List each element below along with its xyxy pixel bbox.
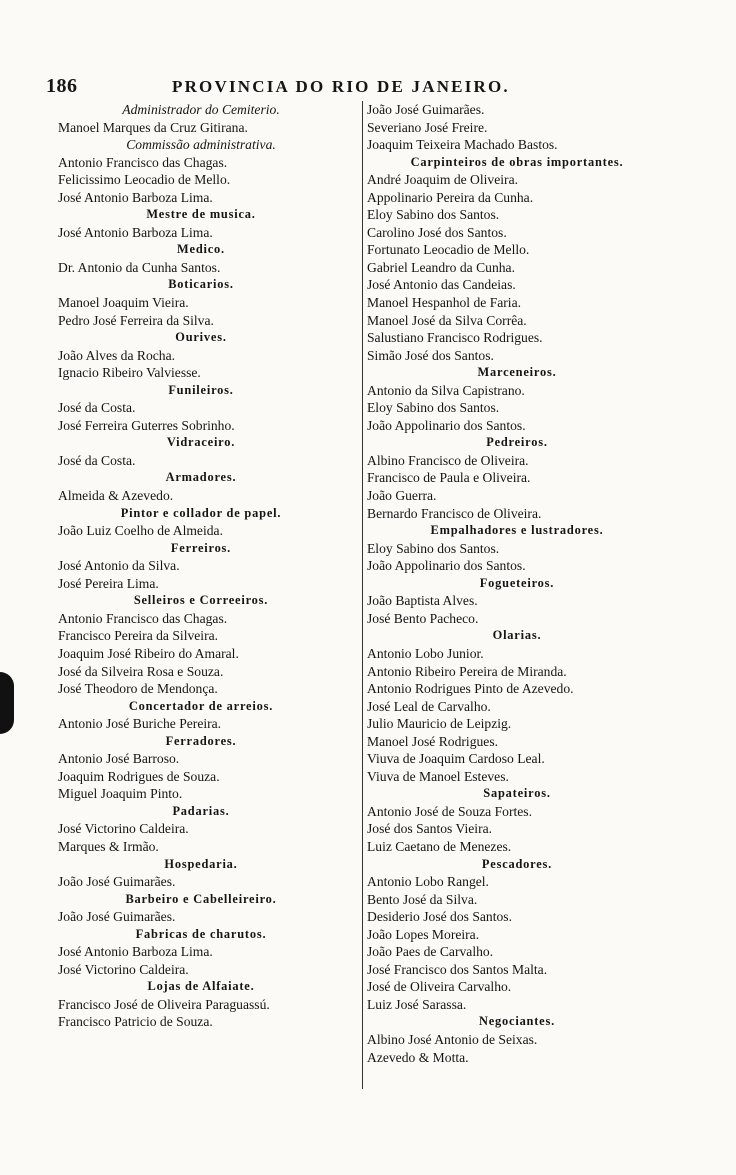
directory-entry: Antonio Francisco das Chagas. xyxy=(58,154,228,170)
section-heading: Carpinteiros de obras importantes. xyxy=(410,154,624,169)
directory-entry: Antonio Lobo Junior. xyxy=(367,645,484,661)
directory-entry: José Theodoro de Mendonça. xyxy=(58,681,218,697)
directory-entry: Antonio Ribeiro Pereira de Miranda. xyxy=(367,663,567,679)
directory-entry: Manoel Marques da Cruz Gitirana. xyxy=(58,119,248,135)
section-heading: Pintor e collador de papel. xyxy=(120,505,282,520)
directory-entry: José Pereira Lima. xyxy=(58,575,159,591)
section-heading: Vidraceiro. xyxy=(166,435,236,450)
directory-entry: Miguel Joaquim Pinto. xyxy=(58,786,183,802)
section-heading: Sapateiros. xyxy=(483,786,551,801)
directory-entry: José Francisco dos Santos Malta. xyxy=(367,961,548,977)
section-heading: Mestre de musica. xyxy=(146,207,256,222)
directory-entry: José da Costa. xyxy=(58,452,136,468)
directory-entry: Bernardo Francisco de Oliveira. xyxy=(367,505,542,521)
directory-entry: Marques & Irmão. xyxy=(58,838,159,854)
directory-entry: Felicissimo Leocadio de Mello. xyxy=(58,172,231,188)
running-title: PROVINCIA DO RIO DE JANEIRO. xyxy=(172,77,510,96)
directory-entry: João Luiz Coelho de Almeida. xyxy=(58,523,223,539)
directory-entry: Severiano José Freire. xyxy=(367,119,488,135)
directory-entry: Joaquim Teixeira Machado Bastos. xyxy=(367,137,558,153)
directory-entry: Bento José da Silva. xyxy=(367,891,478,907)
directory-entry: José da Silveira Rosa e Souza. xyxy=(58,663,224,679)
directory-entry: Francisco de Paula e Oliveira. xyxy=(367,470,531,486)
section-heading: Ourives. xyxy=(175,330,227,345)
directory-entry: Fortunato Leocadio de Mello. xyxy=(367,242,530,258)
section-heading: Padarias. xyxy=(172,803,230,818)
directory-entry: João Alves da Rocha. xyxy=(58,347,176,363)
directory-entry: Albino José Antonio de Seixas. xyxy=(367,1031,538,1047)
section-heading: Negociantes. xyxy=(478,1014,555,1029)
directory-entry: Salustiano Francisco Rodrigues. xyxy=(367,330,543,346)
right-column xyxy=(362,101,667,1089)
directory-entry: Francisco Patricio de Souza. xyxy=(58,1014,213,1030)
directory-entry: Almeida & Azevedo. xyxy=(58,488,174,504)
section-heading: Pedreiros. xyxy=(486,435,548,450)
directory-entry: João Appolinario dos Santos. xyxy=(367,558,526,574)
directory-entry: João Paes de Carvalho. xyxy=(367,944,494,960)
directory-entry: Joaquim Rodrigues de Souza. xyxy=(58,768,220,784)
directory-entry: Simão José dos Santos. xyxy=(367,347,494,363)
directory-entry: Appolinario Pereira da Cunha. xyxy=(367,189,534,205)
directory-entry: João Guerra. xyxy=(367,488,437,504)
directory-entry: Francisco Pereira da Silveira. xyxy=(58,628,219,644)
directory-entry: Antonio José Buriche Pereira. xyxy=(58,716,222,732)
directory-entry: Viuva de Manoel Esteves. xyxy=(367,768,509,784)
directory-entry: Manoel Joaquim Vieira. xyxy=(58,295,189,311)
page-edge-blot xyxy=(0,672,14,734)
directory-entry: Pedro José Ferreira da Silva. xyxy=(58,312,214,328)
section-heading: Marceneiros. xyxy=(477,365,557,380)
directory-entry: André Joaquim de Oliveira. xyxy=(367,172,518,188)
directory-entry: José Leal de Carvalho. xyxy=(367,698,491,714)
directory-entry: José Victorino Caldeira. xyxy=(58,821,189,837)
section-heading: Fabricas de charutos. xyxy=(135,926,267,941)
directory-entry: José Bento Pacheco. xyxy=(367,610,479,626)
section-heading: Ferradores. xyxy=(165,733,237,748)
directory-entry: José Antonio Barboza Lima. xyxy=(58,189,213,205)
page-number: 186 xyxy=(46,75,78,97)
directory-entry: José Antonio da Silva. xyxy=(58,558,180,574)
section-heading: Boticarios. xyxy=(168,277,234,292)
section-heading: Selleiros e Correeiros. xyxy=(133,593,269,608)
directory-entry: João Lopes Moreira. xyxy=(367,926,480,942)
directory-entry: Antonio Rodrigues Pinto de Azevedo. xyxy=(367,681,574,697)
directory-entry: Eloy Sabino dos Santos. xyxy=(367,400,500,416)
section-heading: Empalhadores e lustradores. xyxy=(430,523,604,538)
directory-entry: Ignacio Ribeiro Valviesse. xyxy=(58,365,201,381)
section-heading: Barbeiro e Cabelleireiro. xyxy=(125,891,277,906)
directory-entry: Albino Francisco de Oliveira. xyxy=(367,452,529,468)
left-column xyxy=(50,101,352,1031)
directory-entry: José Ferreira Guterres Sobrinho. xyxy=(58,417,235,433)
section-heading: Armadores. xyxy=(165,470,237,485)
directory-entry: Antonio José Barroso. xyxy=(58,751,180,767)
directory-entry: José Antonio Barboza Lima. xyxy=(58,944,213,960)
directory-entry: Dr. Antonio da Cunha Santos. xyxy=(58,259,221,275)
directory-entry: Luiz Caetano de Menezes. xyxy=(367,838,512,854)
directory-entry: João José Guimarães. xyxy=(58,874,176,890)
section-heading: Lojas de Alfaiate. xyxy=(147,979,255,994)
section-heading: Fogueteiros. xyxy=(479,575,555,590)
directory-entry: Francisco José de Oliveira Paraguassú. xyxy=(58,996,270,1012)
directory-entry: Manoel José Rodrigues. xyxy=(367,733,499,749)
section-heading: Pescadores. xyxy=(481,856,553,871)
directory-entry: Eloy Sabino dos Santos. xyxy=(367,207,500,223)
section-heading: Concertador de arreios. xyxy=(128,698,274,713)
directory-entry: Desiderio José dos Santos. xyxy=(367,909,512,925)
directory-entry: Viuva de Joaquim Cardoso Leal. xyxy=(367,751,545,767)
directory-entry: Julio Mauricio de Leipzig. xyxy=(367,716,512,732)
directory-entry: Antonio da Silva Capistrano. xyxy=(367,382,525,398)
section-heading: Funileiros. xyxy=(168,382,234,397)
directory-entry: Joaquim José Ribeiro do Amaral. xyxy=(58,645,239,661)
section-subheading: Administrador do Cemiterio. xyxy=(122,102,280,117)
directory-entry: João Baptista Alves. xyxy=(367,593,478,609)
directory-entry: José dos Santos Vieira. xyxy=(367,821,493,837)
directory-entry: José Antonio Barboza Lima. xyxy=(58,224,213,240)
directory-entry: Gabriel Leandro da Cunha. xyxy=(367,259,515,275)
directory-entry: Antonio Francisco das Chagas. xyxy=(58,610,228,626)
directory-entry: João José Guimarães. xyxy=(367,102,485,117)
directory-entry: José de Oliveira Carvalho. xyxy=(367,979,512,995)
directory-entry: José Victorino Caldeira. xyxy=(58,961,189,977)
directory-entry: Antonio José de Souza Fortes. xyxy=(367,803,532,819)
section-heading: Olarias. xyxy=(492,628,542,643)
directory-entry: Luiz José Sarassa. xyxy=(367,996,467,1012)
directory-entry: João José Guimarães. xyxy=(58,909,176,925)
directory-entry: Manoel Hespanhol de Faria. xyxy=(367,295,522,311)
section-heading: Ferreiros. xyxy=(170,540,232,555)
directory-entry: Azevedo & Motta. xyxy=(367,1049,469,1065)
directory-entry: Carolino José dos Santos. xyxy=(367,224,507,240)
directory-entry: José da Costa. xyxy=(58,400,136,416)
section-heading: Medico. xyxy=(177,242,225,257)
directory-entry: José Antonio das Candeias. xyxy=(367,277,516,293)
section-heading: Hospedaria. xyxy=(164,856,238,871)
section-subheading: Commissão administrativa. xyxy=(126,137,276,153)
directory-entry: Manoel José da Silva Corrêa. xyxy=(367,312,527,328)
directory-entry: Antonio Lobo Rangel. xyxy=(367,874,489,890)
directory-entry: João Appolinario dos Santos. xyxy=(367,417,526,433)
directory-entry: Eloy Sabino dos Santos. xyxy=(367,540,500,556)
